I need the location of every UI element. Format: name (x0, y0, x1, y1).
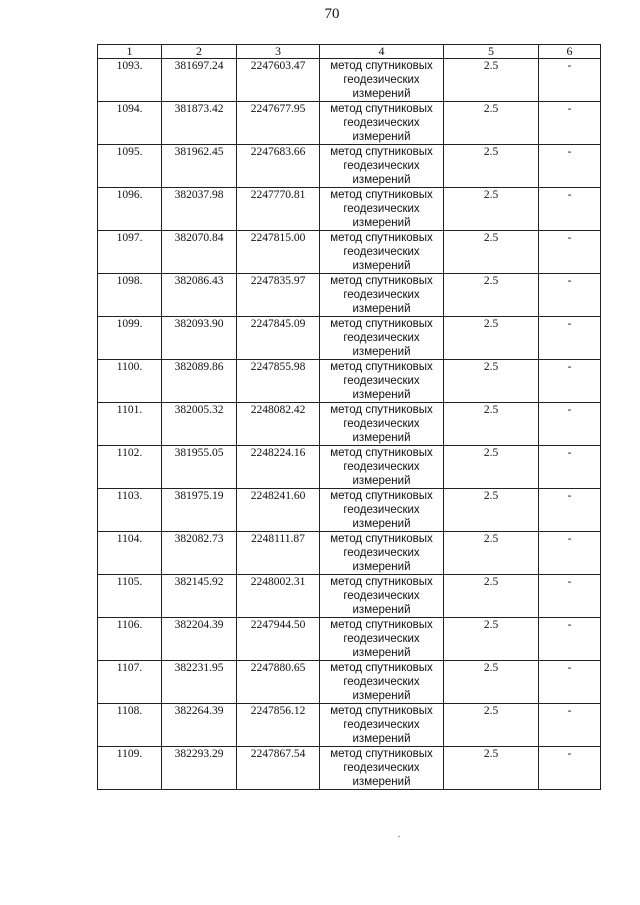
coordinate-x: 382070.84 (162, 231, 237, 274)
scan-artifact (398, 836, 400, 837)
method-line: метод спутниковых (330, 533, 433, 545)
measurement-method (320, 360, 444, 403)
method-line: измерений (352, 733, 411, 745)
method-line: метод спутниковых (330, 447, 433, 459)
measurement-method (320, 403, 444, 446)
method-line: метод спутниковых (330, 361, 433, 373)
method-line: геодезических (343, 633, 420, 645)
point-number: 1101. (98, 403, 162, 446)
measurement-method (320, 618, 444, 661)
method-line: геодезических (343, 117, 420, 129)
coordinate-x: 382082.73 (162, 532, 237, 575)
method-line: геодезических (343, 375, 420, 387)
note-value: - (539, 145, 601, 188)
table-row (98, 575, 601, 618)
accuracy-value: 2.5 (444, 446, 539, 489)
method-line: метод спутниковых (330, 146, 433, 158)
table-row (98, 704, 601, 747)
note-value: - (539, 317, 601, 360)
method-line: метод спутниковых (330, 275, 433, 287)
coordinate-x: 381873.42 (162, 102, 237, 145)
coordinate-y: 2247770.81 (237, 188, 320, 231)
method-line: геодезических (343, 203, 420, 215)
point-number: 1093. (98, 59, 162, 102)
method-line: геодезических (343, 332, 420, 344)
table-row (98, 403, 601, 446)
coordinate-y: 2247683.66 (237, 145, 320, 188)
note-value: - (539, 489, 601, 532)
coordinate-x: 381962.45 (162, 145, 237, 188)
measurement-method (320, 661, 444, 704)
table-row (98, 446, 601, 489)
point-number: 1098. (98, 274, 162, 317)
coordinate-y: 2247855.98 (237, 360, 320, 403)
accuracy-value: 2.5 (444, 532, 539, 575)
point-number: 1104. (98, 532, 162, 575)
accuracy-value: 2.5 (444, 145, 539, 188)
method-line: измерений (352, 690, 411, 702)
coordinate-x: 381955.05 (162, 446, 237, 489)
note-value: - (539, 274, 601, 317)
method-line: метод спутниковых (330, 189, 433, 201)
accuracy-value: 2.5 (444, 360, 539, 403)
method-line: геодезических (343, 762, 420, 774)
method-line: геодезических (343, 504, 420, 516)
note-value: - (539, 188, 601, 231)
coordinate-x: 381975.19 (162, 489, 237, 532)
method-line: измерений (352, 303, 411, 315)
coordinate-y: 2248241.60 (237, 489, 320, 532)
note-value: - (539, 446, 601, 489)
coordinate-y: 2247835.97 (237, 274, 320, 317)
accuracy-value: 2.5 (444, 274, 539, 317)
note-value: - (539, 59, 601, 102)
point-number: 1097. (98, 231, 162, 274)
method-line: метод спутниковых (330, 60, 433, 72)
coordinate-x: 381697.24 (162, 59, 237, 102)
note-value: - (539, 403, 601, 446)
accuracy-value: 2.5 (444, 747, 539, 790)
point-number: 1107. (98, 661, 162, 704)
accuracy-value: 2.5 (444, 102, 539, 145)
table-row (98, 489, 601, 532)
method-line: метод спутниковых (330, 103, 433, 115)
note-value: - (539, 102, 601, 145)
method-line: метод спутниковых (330, 619, 433, 631)
measurement-method (320, 145, 444, 188)
accuracy-value: 2.5 (444, 59, 539, 102)
method-line: метод спутниковых (330, 404, 433, 416)
table-row (98, 274, 601, 317)
measurement-method (320, 274, 444, 317)
point-number: 1096. (98, 188, 162, 231)
coordinate-x: 382264.39 (162, 704, 237, 747)
header-col-3: 3 (237, 45, 320, 59)
table-row (98, 532, 601, 575)
coordinate-y: 2247845.09 (237, 317, 320, 360)
note-value: - (539, 661, 601, 704)
coordinate-x: 382037.98 (162, 188, 237, 231)
method-line: измерений (352, 217, 411, 229)
method-line: геодезических (343, 719, 420, 731)
note-value: - (539, 532, 601, 575)
table-row (98, 145, 601, 188)
method-line: метод спутниковых (330, 232, 433, 244)
measurement-method (320, 317, 444, 360)
table-row (98, 747, 601, 790)
method-line: измерений (352, 131, 411, 143)
measurement-method (320, 59, 444, 102)
method-line: измерений (352, 260, 411, 272)
method-line: геодезических (343, 590, 420, 602)
point-number: 1108. (98, 704, 162, 747)
coordinate-x: 382093.90 (162, 317, 237, 360)
coordinate-y: 2247815.00 (237, 231, 320, 274)
measurement-method (320, 446, 444, 489)
method-line: метод спутниковых (330, 662, 433, 674)
coordinate-y: 2248082.42 (237, 403, 320, 446)
note-value: - (539, 747, 601, 790)
method-line: измерений (352, 432, 411, 444)
measurement-method (320, 231, 444, 274)
measurement-method (320, 704, 444, 747)
coordinate-x: 382231.95 (162, 661, 237, 704)
method-line: геодезических (343, 547, 420, 559)
coordinate-x: 382005.32 (162, 403, 237, 446)
measurement-method (320, 532, 444, 575)
point-number: 1095. (98, 145, 162, 188)
header-col-2: 2 (162, 45, 237, 59)
method-line: геодезических (343, 418, 420, 430)
measurement-method (320, 747, 444, 790)
measurement-method (320, 188, 444, 231)
measurement-method (320, 575, 444, 618)
header-col-4: 4 (320, 45, 444, 59)
method-line: метод спутниковых (330, 490, 433, 502)
method-line: геодезических (343, 160, 420, 172)
note-value: - (539, 618, 601, 661)
coordinate-y: 2247867.54 (237, 747, 320, 790)
point-number: 1102. (98, 446, 162, 489)
table-row (98, 188, 601, 231)
method-line: геодезических (343, 246, 420, 258)
method-line: измерений (352, 647, 411, 659)
coordinates-table (97, 44, 601, 790)
note-value: - (539, 360, 601, 403)
point-number: 1103. (98, 489, 162, 532)
accuracy-value: 2.5 (444, 231, 539, 274)
measurement-method (320, 102, 444, 145)
coordinate-y: 2247677.95 (237, 102, 320, 145)
coordinate-x: 382293.29 (162, 747, 237, 790)
coordinate-y: 2247944.50 (237, 618, 320, 661)
header-col-5: 5 (444, 45, 539, 59)
accuracy-value: 2.5 (444, 403, 539, 446)
note-value: - (539, 231, 601, 274)
point-number: 1109. (98, 747, 162, 790)
method-line: измерений (352, 389, 411, 401)
coordinate-y: 2248111.87 (237, 532, 320, 575)
table-row (98, 59, 601, 102)
coordinate-y: 2247880.65 (237, 661, 320, 704)
point-number: 1106. (98, 618, 162, 661)
method-line: измерений (352, 174, 411, 186)
method-line: геодезических (343, 461, 420, 473)
accuracy-value: 2.5 (444, 618, 539, 661)
method-line: метод спутниковых (330, 705, 433, 717)
method-line: измерений (352, 346, 411, 358)
header-col-1: 1 (98, 45, 162, 59)
table-row (98, 360, 601, 403)
point-number: 1094. (98, 102, 162, 145)
accuracy-value: 2.5 (444, 704, 539, 747)
method-line: измерений (352, 561, 411, 573)
method-line: измерений (352, 776, 411, 788)
table-header (98, 45, 601, 59)
accuracy-value: 2.5 (444, 489, 539, 532)
method-line: геодезических (343, 676, 420, 688)
point-number: 1100. (98, 360, 162, 403)
point-number: 1105. (98, 575, 162, 618)
coordinate-x: 382204.39 (162, 618, 237, 661)
table-row (98, 661, 601, 704)
page-number: 70 (324, 6, 340, 22)
table-row (98, 618, 601, 661)
point-number: 1099. (98, 317, 162, 360)
table-row (98, 102, 601, 145)
method-line: геодезических (343, 289, 420, 301)
coordinate-y: 2247603.47 (237, 59, 320, 102)
table-row (98, 231, 601, 274)
method-line: метод спутниковых (330, 748, 433, 760)
measurement-method (320, 489, 444, 532)
method-line: геодезических (343, 74, 420, 86)
coordinate-y: 2248224.16 (237, 446, 320, 489)
coordinate-x: 382089.86 (162, 360, 237, 403)
accuracy-value: 2.5 (444, 661, 539, 704)
accuracy-value: 2.5 (444, 188, 539, 231)
method-line: метод спутниковых (330, 576, 433, 588)
header-row (98, 45, 601, 59)
method-line: измерений (352, 88, 411, 100)
method-line: измерений (352, 475, 411, 487)
accuracy-value: 2.5 (444, 317, 539, 360)
table-row (98, 317, 601, 360)
table-body (98, 59, 601, 790)
note-value: - (539, 704, 601, 747)
note-value: - (539, 575, 601, 618)
method-line: метод спутниковых (330, 318, 433, 330)
coordinate-y: 2247856.12 (237, 704, 320, 747)
coordinate-y: 2248002.31 (237, 575, 320, 618)
method-line: измерений (352, 518, 411, 530)
coordinate-x: 382086.43 (162, 274, 237, 317)
accuracy-value: 2.5 (444, 575, 539, 618)
method-line: измерений (352, 604, 411, 616)
header-col-6: 6 (539, 45, 601, 59)
coordinate-x: 382145.92 (162, 575, 237, 618)
